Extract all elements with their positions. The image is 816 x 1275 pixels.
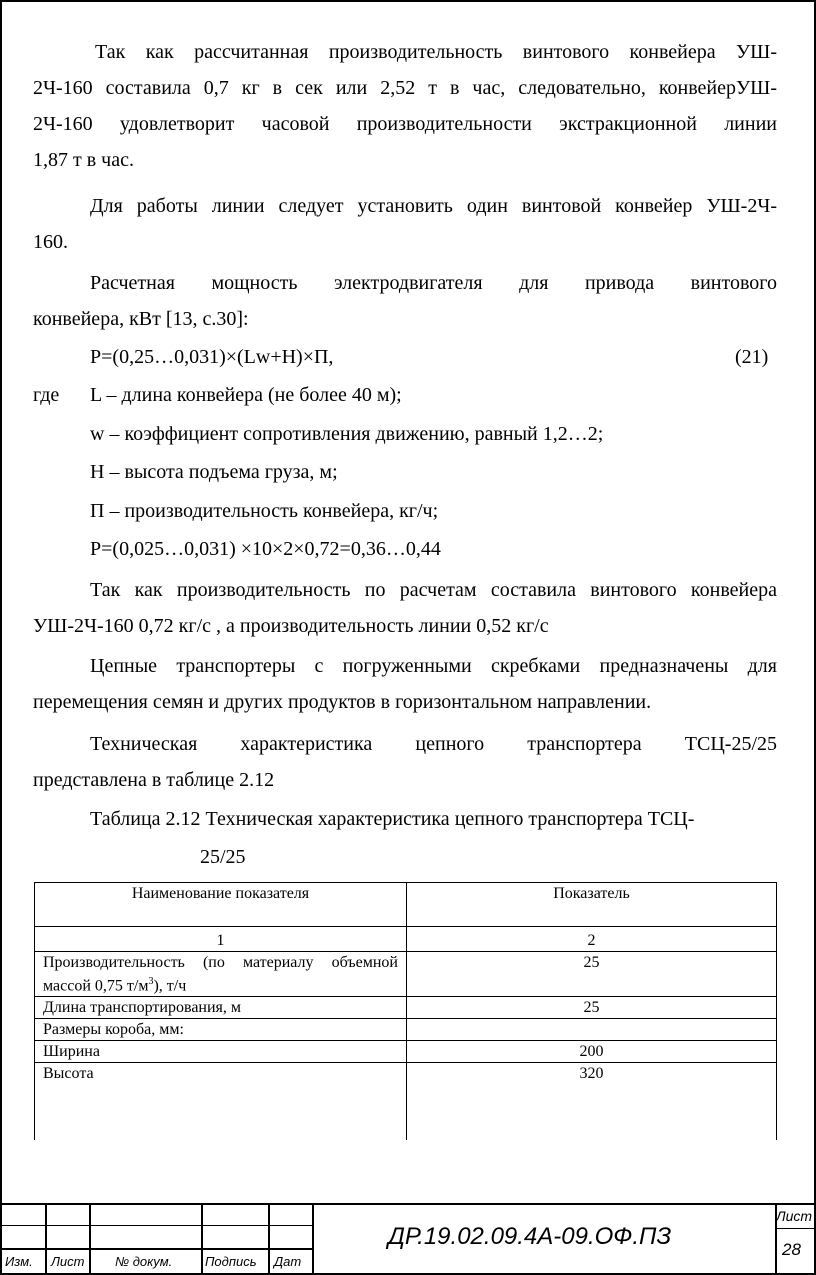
table-row	[35, 997, 777, 1019]
table-cell: 2	[407, 927, 777, 952]
text-line: конвейера, кВт [13, с.30]:	[33, 308, 249, 330]
sheet-label: Лист	[776, 1208, 813, 1224]
table-header-row	[35, 883, 777, 927]
stamp-label: Подпись	[205, 1254, 257, 1269]
table-cell: 320	[407, 1063, 777, 1140]
text-line: Так как производительность по расчетам составила винтового конвейера	[90, 579, 777, 601]
paragraph-power	[33, 265, 777, 337]
table-header-cell: Наименование показателя	[35, 883, 407, 927]
paragraph-chain-conveyors	[33, 648, 777, 720]
paragraph-specs	[33, 726, 777, 798]
table-row	[35, 1063, 777, 1140]
definition-L: L – длина конвейера (не более 40 м);	[90, 384, 402, 406]
table-cell	[407, 1019, 777, 1041]
stamp-label: Лист	[51, 1254, 85, 1269]
text-line: 2Ч-160 удовлетворит часовой производительности экстракционной линии	[33, 113, 777, 135]
row-name-tail: ), т/ч	[153, 977, 187, 995]
text-line: представлена в таблице 2.12	[33, 769, 275, 791]
text-line: Так как рассчитанная производительность винтового конвейера УШ-	[95, 41, 777, 63]
formula: P=(0,25…0,031)×(Lw+H)×П,	[90, 346, 334, 368]
text-line: УШ-2Ч-160 0,72 кг/с , а производительность линии 0,52 кг/с	[33, 615, 549, 637]
text-line: 1,87 т в час.	[33, 149, 134, 171]
table-cell	[35, 952, 407, 997]
superscript: 3	[148, 976, 154, 987]
where-label: где	[33, 384, 60, 406]
stamp-label: № докум.	[115, 1254, 173, 1269]
table-row	[35, 952, 777, 997]
text-line: Для работы линии следует установить один винтовой конвейер УШ-2Ч-	[90, 195, 777, 217]
definition-P: П – производительность конвейера, кг/ч;	[90, 500, 439, 522]
paragraph-install	[33, 188, 777, 260]
table-row	[35, 1019, 777, 1041]
row-name: Производительность (по материалу объемной массой 0,75 т/м	[43, 954, 398, 995]
text-line: 2Ч-160 составила 0,7 кг в сек или 2,52 т в час, следовательно, конвейерУШ-	[33, 77, 777, 99]
table-cell: Длина транспортирования, м	[35, 997, 407, 1019]
paragraph-result	[33, 572, 777, 644]
table-cell: Ширина	[35, 1041, 407, 1063]
document-code: ДР.19.02.09.4А-09.ОФ.ПЗ	[388, 1223, 672, 1250]
definition-w: w – коэффициент сопротивления движению, равный 1,2…2;	[90, 423, 604, 445]
table-row	[35, 1041, 777, 1063]
table-number-row	[35, 927, 777, 952]
text-line: Техническая характеристика цепного транспортера ТСЦ-25/25	[90, 733, 777, 755]
table-cell: 25	[407, 952, 777, 997]
text-line: Цепные транспортеры с погруженными скребками предназначены для	[90, 655, 777, 677]
table-cell: 25	[407, 997, 777, 1019]
sheet-number: 28	[782, 1240, 801, 1259]
table-cell: 200	[407, 1041, 777, 1063]
definition-H: H – высота подъема груза, м;	[90, 461, 338, 483]
text-line: перемещения семян и других продуктов в горизонтальном направлении.	[33, 691, 652, 713]
spec-table	[34, 882, 777, 1140]
formula-number: (21)	[735, 346, 769, 368]
table-cell: 1	[35, 927, 407, 952]
text-line: Расчетная мощность электродвигателя для привода винтового	[90, 272, 777, 294]
text-line: 160.	[33, 231, 68, 253]
table-header-cell: Показатель	[407, 883, 777, 927]
stamp-label: Изм.	[5, 1254, 33, 1269]
stamp-label: Дат	[274, 1254, 302, 1269]
table-caption-continued: 25/25	[200, 846, 246, 868]
paragraph-capacity	[33, 34, 777, 178]
table-cell: Высота	[35, 1063, 407, 1140]
calculation: P=(0,025…0,031) ×10×2×0,72=0,36…0,44	[90, 538, 441, 560]
table-caption: Таблица 2.12 Техническая характеристика цепного транспортера ТСЦ-	[90, 808, 695, 830]
table-cell: Размеры короба, мм:	[35, 1019, 407, 1041]
